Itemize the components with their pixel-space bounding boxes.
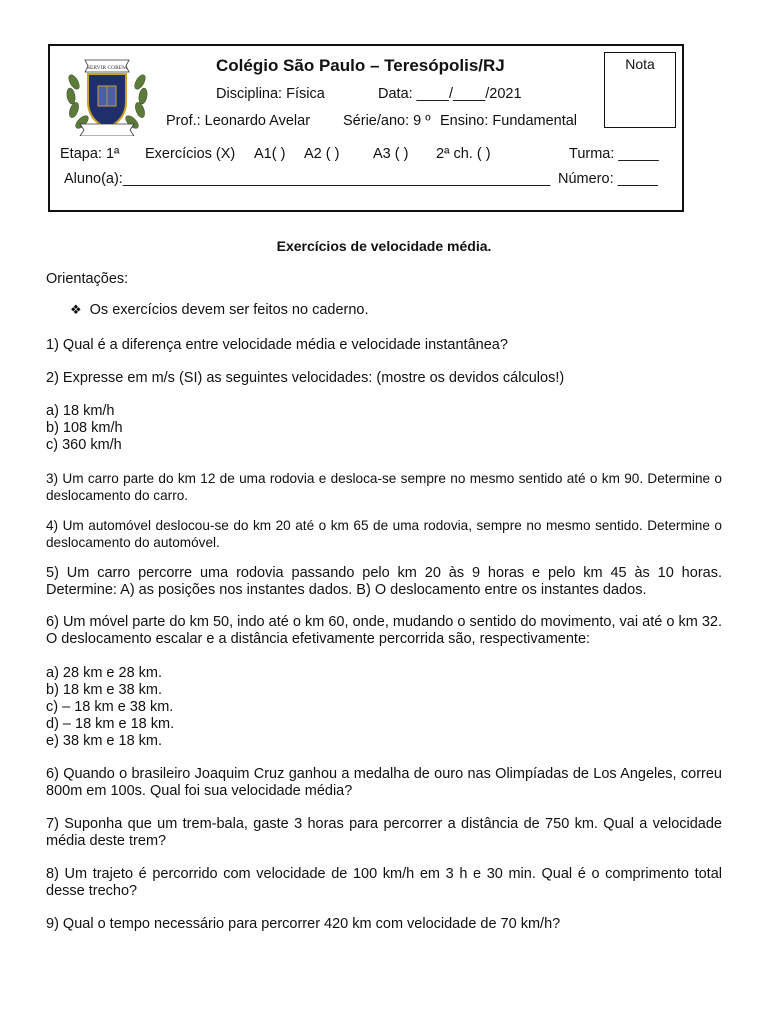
option: b) 18 km e 38 km. (46, 682, 163, 698)
page-title: Exercícios de velocidade média. (276, 238, 492, 254)
teacher: Prof.: Leonardo Avelar (166, 113, 311, 129)
date-field: Data: ____/____/2021 (378, 86, 522, 102)
question-2: 2) Expresse em m/s (SI) as seguintes velocidades: (mostre os devidos cálculos!) (46, 370, 565, 386)
a2-check: A2 ( ) (304, 146, 340, 162)
question-6b: 6) Quando o brasileiro Joaquim Cruz ganhou a medalha de ouro nas Olimpíadas de Los Angeles, correu 800m em 100s. Qual foi sua velocidade média? (46, 766, 722, 799)
option: e) 38 km e 18 km. (46, 733, 163, 749)
orientations-label: Orientações: (46, 271, 129, 287)
question-7: 7) Suponha que um trem-bala, gaste 3 horas para percorrer a distância de 750 km. Qual a velocidade média deste trem? (46, 816, 722, 849)
a1-check: A1( ) (254, 146, 286, 162)
discipline: Disciplina: Física (216, 86, 325, 102)
class-field: Turma: _____ (569, 146, 659, 162)
grade: Série/ano: 9 º (343, 113, 431, 129)
orientation-text: Os exercícios devem ser feitos no caderno. (89, 302, 369, 318)
nota-label: Nota (625, 56, 655, 72)
crest-motto: SERVIR COREM (86, 65, 128, 71)
school-crest-icon (60, 52, 154, 136)
option: c) – 18 km e 38 km. (46, 699, 174, 715)
option: c) 360 km/h (46, 437, 122, 453)
school-name: Colégio São Paulo – Teresópolis/RJ (216, 56, 505, 75)
question-2-options (46, 403, 123, 454)
question-8: 8) Um trajeto é percorrido com velocidade de 100 km/h em 3 h e 30 min. Qual é o comprimento total desse trecho? (46, 866, 722, 899)
nota-box (604, 52, 676, 128)
question-6a: 6) Um móvel parte do km 50, indo até o km 60, onde, mudando o sentido do movimento, vai até o km 32. O deslocamento escalar e a distância efetivamente percorrida são, respectivamente: (46, 614, 722, 647)
stage: Etapa: 1ª (60, 146, 120, 162)
option: b) 108 km/h (46, 420, 123, 436)
question-6a-options (46, 665, 174, 750)
question-5: 5) Um carro percorre uma rodovia passando pelo km 20 às 9 horas e pelo km 45 às 10 horas. Determine: A) as posições nos instantes dados. B) O deslocamento entre os instantes dados. (46, 565, 722, 598)
second-chance-check: 2ª ch. ( ) (436, 146, 491, 162)
a3-check: A3 ( ) (373, 146, 409, 162)
option: d) – 18 km e 18 km. (46, 716, 175, 732)
student-field: Aluno(a):_____________________________________________________ (64, 171, 551, 187)
number-field: Número: _____ (558, 171, 658, 187)
education-level: Ensino: Fundamental (440, 113, 578, 129)
question-4: 4) Um automóvel deslocou-se do km 20 até o km 65 de uma rodovia, sempre no mesmo sentido. Determine o deslocamento do automóvel. (46, 518, 722, 550)
option: a) 18 km/h (46, 403, 115, 419)
question-1: 1) Qual é a diferença entre velocidade média e velocidade instantânea? (46, 337, 508, 353)
question-3: 3) Um carro parte do km 12 de uma rodovia e desloca-se sempre no mesmo sentido até o km 90. Determine o deslocamento do carro. (46, 471, 722, 503)
exercises-check: Exercícios (X) (145, 146, 236, 162)
option: a) 28 km e 28 km. (46, 665, 163, 681)
diamond-bullet-icon: ❖ (70, 302, 82, 317)
orientation-item (70, 302, 369, 318)
question-9: 9) Qual o tempo necessário para percorrer 420 km com velocidade de 70 km/h? (46, 916, 561, 932)
